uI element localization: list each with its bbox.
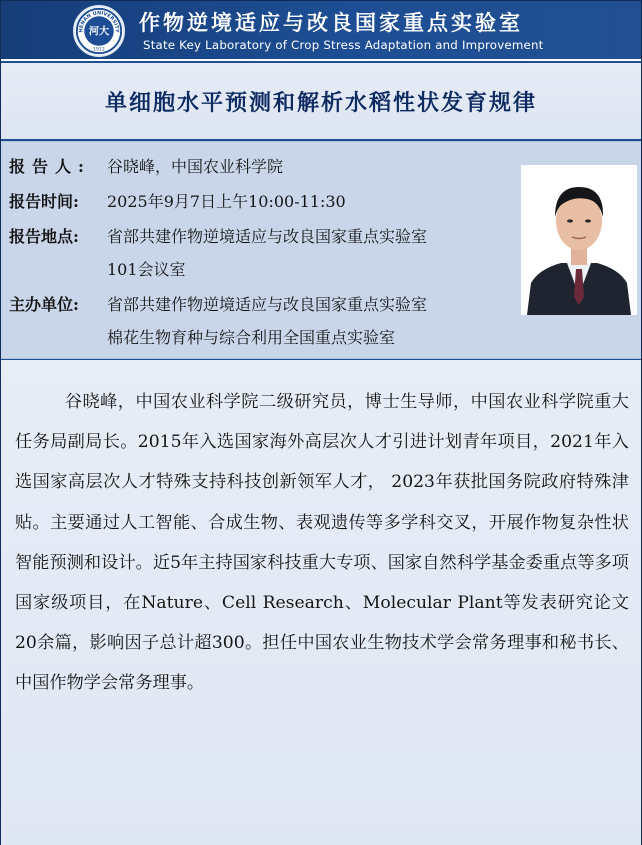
venue-label: 报告地点:: [9, 227, 79, 246]
lab-name-chinese: 作物逆境适应与改良国家重点实验室: [139, 10, 523, 35]
svg-text:河大: 河大: [88, 25, 110, 38]
svg-text:HENAN UNIVERSITY: HENAN UNIVERSITY: [78, 10, 120, 33]
speaker-row: [9, 154, 283, 180]
speaker-value: 谷晓峰，中国农业科学院: [107, 157, 284, 176]
speaker-photo: [521, 165, 637, 315]
host-row: [9, 292, 427, 318]
venue-value-line2: 101会议室: [107, 260, 186, 279]
biography-panel: [1, 360, 641, 845]
title-band: [1, 63, 641, 139]
header-banner: [1, 1, 641, 61]
venue-value-line1: 省部共建作物逆境适应与改良国家重点实验室: [107, 227, 428, 246]
lab-name-english: State Key Laboratory of Crop Stress Adaptation and Improvement: [143, 38, 544, 52]
host-value-line2: 棉花生物育种与综合利用全国重点实验室: [107, 328, 396, 347]
university-seal-icon: [75, 7, 123, 55]
time-value: 2025年9月7日上午10:00-11:30: [107, 192, 346, 211]
speaker-label: 报告人:: [9, 157, 91, 176]
speaker-biography: 谷晓峰，中国农业科学院二级研究员，博士生导师，中国农业科学院重大任务局副局长。2015年入选国家海外高层次人才引进计划青年项目，2021年入选国家高层次人才特殊支持科技创新领军人才， 2023年获批国务院政府特殊津贴。主要通过人工智能、合成生物、表观遗传等多学科交叉，开展作物复杂性状智能预测和设计。近5年主持国家科技重大专项、国家自然科学基金委重点等多项国家级项目，在Nature、Cell Research、Molecular Plant等发表研究论文20余篇，影响因子总计超300。担任中国农业生物技术学会常务理事和秘书长、中国作物学会常务理事。: [15, 392, 629, 694]
svg-text:1912: 1912: [93, 47, 105, 53]
host-value-line1: 省部共建作物逆境适应与改良国家重点实验室: [107, 295, 428, 314]
venue-row: [9, 224, 427, 250]
henan-university-logo: [73, 5, 125, 57]
speaker-portrait-icon: [521, 165, 637, 315]
time-row: [9, 189, 346, 215]
host-label: 主办单位:: [9, 295, 79, 314]
lecture-title: 单细胞水平预测和解析水稻性状发育规律: [104, 89, 537, 116]
time-label: 报告时间:: [9, 192, 79, 211]
